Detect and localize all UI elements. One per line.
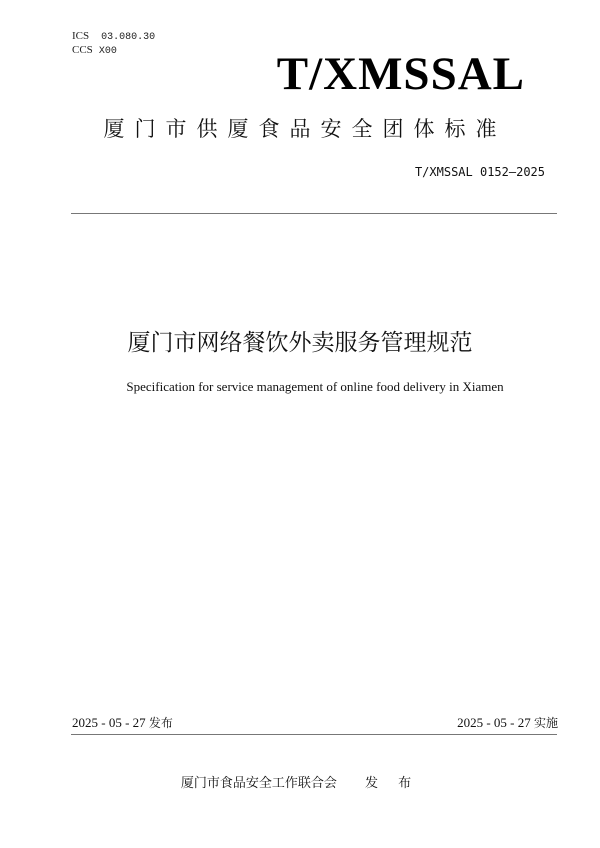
publisher-line	[0, 775, 600, 793]
footer-divider	[71, 734, 557, 735]
implementation-date-value: 2025 - 05 - 27	[457, 715, 531, 730]
ccs-code: X00	[98, 46, 117, 57]
standard-number: T/XMSSAL 0152—2025	[414, 165, 545, 179]
publisher-name: 厦门市食品安全工作联合会	[180, 776, 337, 791]
organization-standard-title: 厦门市供厦食品安全团体标准	[103, 117, 507, 141]
publish-action: 发 布	[364, 776, 420, 791]
standard-brand-code: T/XMSSAL	[276, 48, 525, 100]
ccs-label: CCS	[72, 44, 93, 56]
issue-label: 发布	[148, 716, 173, 730]
ics-label: ICS	[72, 30, 90, 42]
implementation-date	[457, 714, 558, 732]
document-title-english: Specification for service management of online food delivery in Xiamen	[126, 379, 504, 394]
issue-date	[72, 714, 173, 732]
issue-date-value: 2025 - 05 - 27	[72, 715, 146, 730]
document-title-chinese: 厦门市网络餐饮外卖服务管理规范	[127, 330, 473, 356]
ics-code: 03.080.30	[101, 32, 156, 43]
header-divider	[71, 213, 557, 214]
implementation-label: 实施	[533, 716, 558, 730]
